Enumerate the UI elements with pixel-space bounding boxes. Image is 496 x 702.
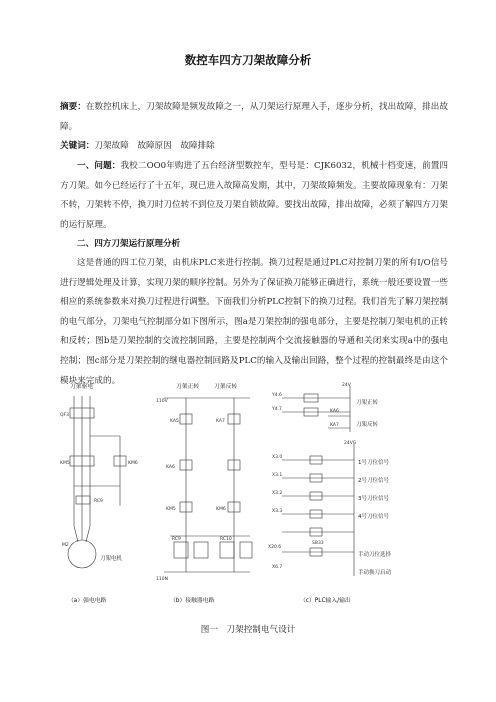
plc-io-circuit-c (282, 386, 354, 576)
c-label-24vg: 24VG (344, 441, 357, 446)
c-label-y47: Y4.7 (272, 407, 282, 412)
a-title: 刀架驱电 (70, 384, 94, 390)
c-label-x30: X3.0 (272, 455, 283, 460)
sub-caption-c: （c）PLC输入/输出 (300, 598, 351, 604)
c-label-x67: X6.7 (272, 565, 283, 570)
b-label-km6: KM6 (216, 507, 226, 512)
document-title: 数控车四方刀架故障分析 (184, 53, 312, 67)
power-circuit-a (68, 396, 126, 568)
section1-paragraph (60, 157, 448, 235)
b-label-110v: 110V (156, 399, 168, 404)
section2-heading-line (60, 235, 448, 255)
keywords-label: 关键词： (60, 141, 95, 151)
c-label-sb33: SB33 (312, 541, 324, 546)
a-label-m2: M2 (62, 543, 69, 548)
b-label-ka5: KA5 (170, 419, 179, 424)
section1-heading: 一、问题： (77, 161, 121, 171)
c-label-x32: X3.2 (272, 491, 283, 496)
c-label-24v: 24V (342, 383, 351, 388)
keywords-text: 刀架故障 故障原因 故障排除 (94, 141, 215, 151)
section1-text: 我校二OO0年购进了五台经济型数控车，型号是：CJK6032，机械十档变速，前置四方刀架。如今已经运行了十五年，现已进入故障高发期，其中，刀架故障频发。主要故障现象有：刀架不转，刀架转不停，换刀时刀位转不到位及刀架自锁故障。要找出故障，排出故障，必须了解四方刀架的运行原理。 (60, 161, 448, 230)
c-label-ka6: KA6 (330, 409, 339, 414)
c-out-forward: 刀架正转 (356, 400, 379, 406)
b-label-ka7: KA7 (216, 419, 225, 424)
a-label-km5: KM5 (60, 461, 70, 466)
a-label-rc9: RC9 (94, 499, 103, 504)
c-out-pos1: 1号刀位信号 (358, 460, 389, 466)
figure-caption: 图一 刀架控制电气设计 (200, 625, 296, 635)
section2-heading: 二、四方刀架运行原理分析 (77, 239, 181, 249)
c-label-x206: X20.6 (268, 545, 282, 550)
c-out-pos4: 4号刀位信号 (358, 514, 389, 520)
c-out-pos3: 3号刀位信号 (358, 496, 389, 502)
a-motor-label: 刀架电机 (100, 556, 123, 562)
c-label-x33: X3.3 (272, 509, 283, 514)
c-label-x31: X3.1 (272, 473, 283, 478)
contactor-circuit-b (164, 398, 252, 572)
b-title-forward: 刀架正转 (176, 384, 200, 390)
a-label-qf3: QF3 (60, 413, 69, 418)
sub-caption-a: （a）强电电路 (68, 598, 107, 604)
c-out-reverse: 刀架反转 (356, 422, 379, 428)
c-label-y46: Y4.6 (272, 393, 282, 398)
tool-holder-circuit-diagram (60, 376, 448, 606)
b-label-ka6: KA6 (166, 465, 175, 470)
b-label-km5: KM5 (166, 507, 176, 512)
keywords-paragraph (60, 137, 448, 157)
c-out-manual-select: 手动刀位选择 (358, 552, 392, 558)
b-label-110n: 110N (156, 577, 168, 582)
abstract-paragraph (60, 98, 448, 137)
c-out-manual-start: 手动换刀启动 (358, 570, 392, 576)
a-label-km6: KM6 (128, 461, 138, 466)
c-out-pos2: 2号刀位信号 (358, 478, 389, 484)
abstract-label: 摘要： (60, 102, 86, 112)
b-title-reverse: 刀架反转 (214, 384, 238, 390)
c-label-ka7: KA7 (330, 423, 339, 428)
abstract-text: 在数控机床上，刀架故障是频发故障之一，从刀架运行原理入手，逐步分析，找出故障，排出故障。 (60, 102, 448, 132)
section2-paragraph: 这是普通的四工位刀架，由机床PLC来进行控制。换刀过程是通过PLC对控制刀架的所有I/O信号进行逻辑处理及计算，实现刀架的顺序控制。另外为了保证换刀能够正确进行，系统一般还要设置一些相应的系统参数来对换刀过程进行调整。下面我们分析PLC控制下的换刀过程。我们首先了解刀架控制的电气部分，刀架电气控制部分如下图所示，图a是刀架控制的强电部分，主要是控制刀架电机的正转和反转；图b是刀架控制的交流控制回路，主要是控制两个交流接触器的导通和关闭来实现a中的强电控制；图c部分是刀架控制的继电器控制回路及PLC的输入及输出回路，整个过程的控制最终是由这个模块来完成的。 (60, 258, 448, 386)
b-label-rc10: RC10 (220, 537, 232, 542)
sub-caption-b: （b）接触器电路 (170, 598, 215, 604)
b-label-rc9: RC9 (172, 537, 181, 542)
